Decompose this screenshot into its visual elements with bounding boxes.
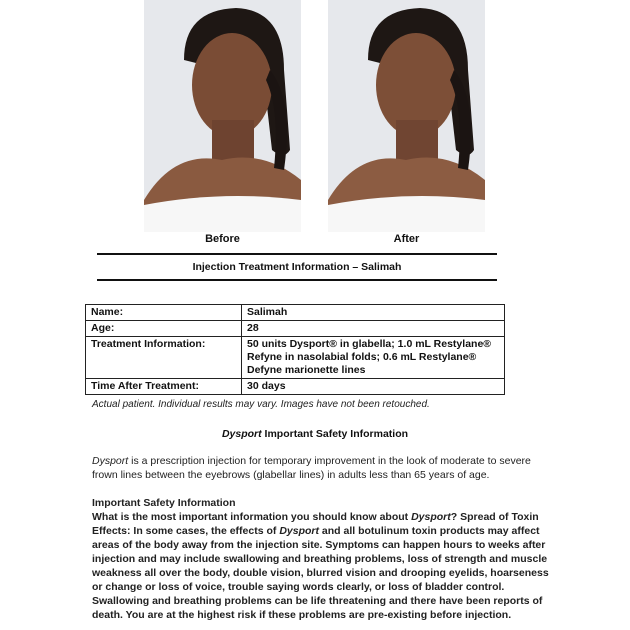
- before-photo: [144, 0, 301, 232]
- isi-title: [0, 428, 630, 440]
- row-value: Salimah: [242, 305, 505, 321]
- intro-text: is a prescription injection for temporary improvement in the look of moderate to severe frown lines between the eyebrows (glabellar lines) in adults less than 65 years of age.: [92, 455, 531, 481]
- row-value: 50 units Dysport® in glabella; 1.0 mL Restylane® Refyne in nasolabial folds; 0.6 mL Restylane® Defyne marionette lines: [242, 337, 505, 379]
- after-caption: After: [393, 233, 420, 245]
- safety-text: What is the most important information you should know about: [92, 511, 412, 523]
- divider-top: [97, 253, 497, 255]
- row-label: Time After Treatment:: [86, 379, 242, 395]
- before-caption: Before: [205, 233, 240, 245]
- row-label: Name:: [86, 305, 242, 321]
- brand-name: Dysport: [92, 455, 129, 467]
- safety-paragraph: [92, 510, 552, 622]
- safety-heading: Important Safety Information: [92, 497, 236, 509]
- table-row: [86, 379, 505, 395]
- row-value: 30 days: [242, 379, 505, 395]
- intro-paragraph: [92, 454, 552, 482]
- section-title: Injection Treatment Information – Salimah: [192, 261, 402, 273]
- row-label: Treatment Information:: [86, 337, 242, 379]
- safety-text: ? Spread of Toxin Effects: In some cases, the effects of: [92, 511, 539, 537]
- after-photo: [328, 0, 485, 232]
- brand-name: Dysport: [279, 525, 320, 537]
- treatment-info-table: [85, 304, 505, 395]
- row-value: 28: [242, 321, 505, 337]
- table-row: [86, 321, 505, 337]
- row-label: Age:: [86, 321, 242, 337]
- table-row: [86, 337, 505, 379]
- disclaimer: Actual patient. Individual results may vary. Images have not been retouched.: [92, 399, 430, 410]
- brand-name: Dysport: [411, 511, 451, 523]
- safety-text: and all botulinum toxin products may affect areas of the body away from the injection site. Symptoms can happen hours to weeks after injection and may include swallowing and breathing problems, loss of strength and muscle weakness all over the body, double vision, blurred vision and drooping eyelids, hoarseness or change or loss of voice, trouble saying words clearly, or loss of bladder control. Swallowing and breathing problems can be life threatening and there have been reports of death. You are at the highest risk if these problems are pre-existing before injection.: [92, 525, 549, 621]
- divider-bottom: [97, 279, 497, 281]
- brand-name: Dysport: [221, 428, 262, 440]
- isi-title-text: Important Safety Information: [261, 428, 409, 440]
- table-row: [86, 305, 505, 321]
